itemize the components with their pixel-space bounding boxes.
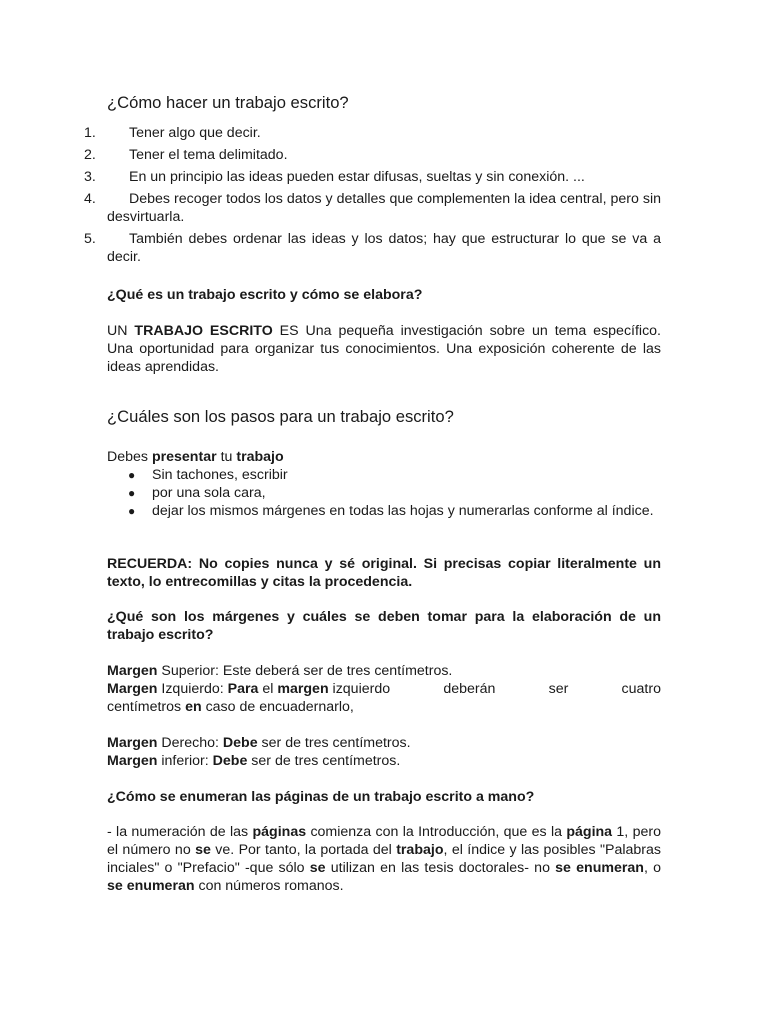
list-item: [84, 190, 661, 226]
text-span: ve. Por tanto, la portada del: [210, 842, 397, 858]
list-number: 2.: [84, 147, 96, 163]
bold-span: Margen: [107, 753, 158, 769]
list-number: 5.: [84, 231, 96, 247]
list-item: [84, 124, 661, 142]
list-text: Debes recoger todos los datos y detalles que complementen la idea central, pero sin desvirtuarla.: [107, 191, 661, 225]
text-span: tu: [216, 449, 237, 465]
text-span: centímetros: [107, 699, 186, 715]
list-item: [84, 230, 661, 266]
bold-span: Para: [227, 681, 259, 697]
bold-span: Debe: [212, 753, 248, 769]
text-span: comienza con la Introducción, que es la: [306, 824, 567, 840]
list-text: por una sola cara,: [152, 485, 266, 501]
text-span: , el índice y las posibles "Palabras inciales" o "Prefacio" -que sólo: [107, 842, 661, 876]
bold-span: páginas: [252, 824, 307, 840]
definition-paragraph: [107, 322, 661, 376]
text-span: 1, pero el número no: [107, 824, 661, 858]
def-text: ES Una pequeña investigación sobre un tema específico. Una oportunidad para organizar tus conocimientos. Una exposición coherente de las ideas aprendidas.: [107, 323, 661, 375]
list-text: También debes ordenar las ideas y los datos; hay que estructurar lo que se va a decir.: [107, 231, 661, 265]
question-heading: ¿Cómo se enumeran las páginas de un trabajo escrito a mano?: [107, 789, 535, 805]
bold-span: trabajo: [236, 449, 284, 465]
list-item: [84, 146, 661, 164]
bold-span: se enumeran: [107, 878, 195, 894]
bullet-icon: ●: [128, 468, 136, 482]
numbering-paragraph: [107, 823, 661, 895]
margin-izquierdo-line2: [107, 698, 661, 716]
margin-izquierdo-line1: [107, 680, 661, 698]
bold-span: se: [195, 842, 211, 858]
bold-span: en: [185, 699, 202, 715]
list-text: Tener el tema delimitado.: [129, 147, 288, 163]
list-item: [107, 484, 661, 502]
present-line: [107, 448, 661, 466]
bullet-list: [107, 466, 661, 520]
bold-span: Debe: [222, 735, 258, 751]
text-span: - la numeración de las: [107, 824, 253, 840]
text-span: Derecho:: [157, 735, 223, 751]
steps-list: [84, 124, 661, 270]
text-span: Izquierdo:: [157, 681, 228, 697]
bold-span: trabajo: [396, 842, 444, 858]
bold-span: se enumeran: [555, 860, 644, 876]
bullet-icon: ●: [128, 504, 136, 518]
list-text: Tener algo que decir.: [129, 125, 261, 141]
bold-span: margen: [277, 681, 329, 697]
margin-derecho: [107, 734, 661, 752]
text-span: con números romanos.: [194, 878, 344, 894]
margin-superior: [107, 662, 661, 680]
text-span: ser: [548, 681, 569, 697]
def-term: TRABAJO ESCRITO: [134, 323, 273, 339]
text-span: cuatro: [621, 681, 661, 697]
page-title: ¿Cómo hacer un trabajo escrito?: [107, 93, 349, 112]
text-span: inferior:: [157, 753, 213, 769]
izq-lead: [107, 680, 390, 698]
text-span: caso de encuadernarlo,: [201, 699, 354, 715]
text-span: ser de tres centímetros.: [257, 735, 411, 751]
list-number: 3.: [84, 169, 96, 185]
list-text: Sin tachones, escribir: [152, 467, 288, 483]
text-span: el: [258, 681, 278, 697]
text-span: ser de tres centímetros.: [247, 753, 401, 769]
text-span: deberán: [443, 681, 496, 697]
list-number: 4.: [84, 191, 96, 207]
list-item: [84, 168, 661, 186]
bold-span: Margen: [107, 735, 158, 751]
text-span: Superior: Este deberá ser de tres centímetros.: [157, 663, 453, 679]
list-number: 1.: [84, 125, 96, 141]
margin-inferior: [107, 752, 661, 770]
bold-span: Margen: [107, 681, 158, 697]
recuerda-note: RECUERDA: No copies nunca y sé original. Si precisas copiar literalmente un texto, lo entrecomillas y citas la procedencia.: [107, 556, 661, 590]
section-heading: ¿Cuáles son los pasos para un trabajo escrito?: [107, 407, 454, 426]
text-span: utilizan en las tesis doctorales- no: [325, 860, 556, 876]
def-prefix: UN: [107, 323, 135, 339]
list-item: [107, 502, 661, 520]
bullet-icon: ●: [128, 486, 136, 500]
text-span: , o: [643, 860, 661, 876]
text-span: Debes: [107, 449, 152, 465]
bold-span: presentar: [151, 449, 217, 465]
bold-span: Margen: [107, 663, 158, 679]
question-heading: ¿Qué es un trabajo escrito y cómo se elabora?: [107, 287, 423, 303]
question-heading: ¿Qué son los márgenes y cuáles se deben tomar para la elaboración de un trabajo escrito?: [107, 609, 661, 643]
text-span: izquierdo: [328, 681, 391, 697]
bold-span: se: [309, 860, 326, 876]
list-text: En un principio las ideas pueden estar difusas, sueltas y sin conexión. ...: [129, 169, 585, 185]
list-text: dejar los mismos márgenes en todas las hojas y numerarlas conforme al índice.: [152, 503, 654, 519]
bold-span: página: [566, 824, 613, 840]
list-item: [107, 466, 661, 484]
